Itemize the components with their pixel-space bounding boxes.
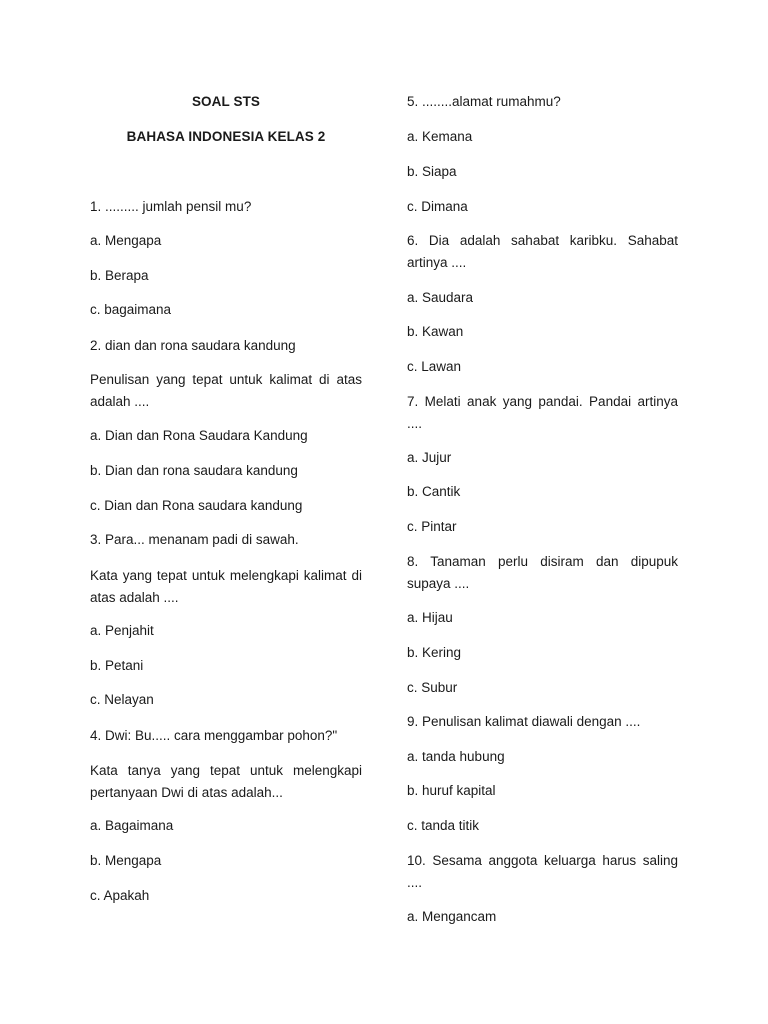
option-1a: a. Mengapa (90, 233, 162, 248)
option-1c: c. bagaimana (90, 302, 172, 317)
option-4c: c. Apakah (90, 888, 150, 903)
option-6c: c. Lawan (407, 359, 462, 374)
option-1b: b. Berapa (90, 268, 149, 283)
option-7a: a. Jujur (407, 450, 452, 465)
option-2a: a. Dian dan Rona Saudara Kandung (90, 428, 308, 443)
option-8c: c. Subur (407, 680, 458, 695)
option-9a: a. tanda hubung (407, 749, 505, 764)
option-8b: b. Kering (407, 645, 462, 660)
option-3b: b. Petani (90, 658, 144, 673)
option-3a: a. Penjahit (90, 623, 154, 638)
question-7: 7. Melati anak yang pandai. Pandai artinya .... (407, 394, 678, 431)
option-6a: a. Saudara (407, 290, 474, 305)
option-2c: c. Dian dan Rona saudara kandung (90, 498, 303, 513)
document-title: SOAL STS (191, 94, 261, 109)
option-5b: b. Siapa (407, 164, 457, 179)
option-9b: b. huruf kapital (407, 783, 496, 798)
document-subtitle: BAHASA INDONESIA KELAS 2 (126, 129, 326, 144)
option-4b: b. Mengapa (90, 853, 162, 868)
question-2-prompt: Penulisan yang tepat untuk kalimat di atas adalah .... (90, 372, 362, 409)
option-8a: a. Hijau (407, 610, 453, 625)
question-1: 1. ......... jumlah pensil mu? (90, 199, 252, 214)
question-10: 10. Sesama anggota keluarga harus saling .... (407, 853, 678, 890)
option-5a: a. Kemana (407, 129, 473, 144)
option-10a: a. Mengancam (407, 909, 497, 924)
option-3c: c. Nelayan (90, 692, 154, 707)
option-7b: b. Cantik (407, 484, 461, 499)
option-9c: c. tanda titik (407, 818, 480, 833)
option-2b: b. Dian dan rona saudara kandung (90, 463, 298, 478)
question-8: 8. Tanaman perlu disiram dan dipupuk supaya .... (407, 554, 678, 591)
option-7c: c. Pintar (407, 519, 457, 534)
option-5c: c. Dimana (407, 199, 468, 214)
question-2: 2. dian dan rona saudara kandung (90, 338, 296, 353)
question-9: 9. Penulisan kalimat diawali dengan .... (407, 714, 641, 729)
question-5: 5. ........alamat rumahmu? (407, 94, 561, 109)
question-3: 3. Para... menanam padi di sawah. (90, 532, 299, 547)
question-4: 4. Dwi: Bu..... cara menggambar pohon?" (90, 728, 338, 743)
option-4a: a. Bagaimana (90, 818, 174, 833)
question-3-prompt: Kata yang tepat untuk melengkapi kalimat di atas adalah .... (90, 568, 362, 605)
question-6: 6. Dia adalah sahabat karibku. Sahabat artinya .... (407, 233, 678, 270)
option-6b: b. Kawan (407, 324, 464, 339)
question-4-prompt: Kata tanya yang tepat untuk melengkapi pertanyaan Dwi di atas adalah... (90, 763, 362, 800)
